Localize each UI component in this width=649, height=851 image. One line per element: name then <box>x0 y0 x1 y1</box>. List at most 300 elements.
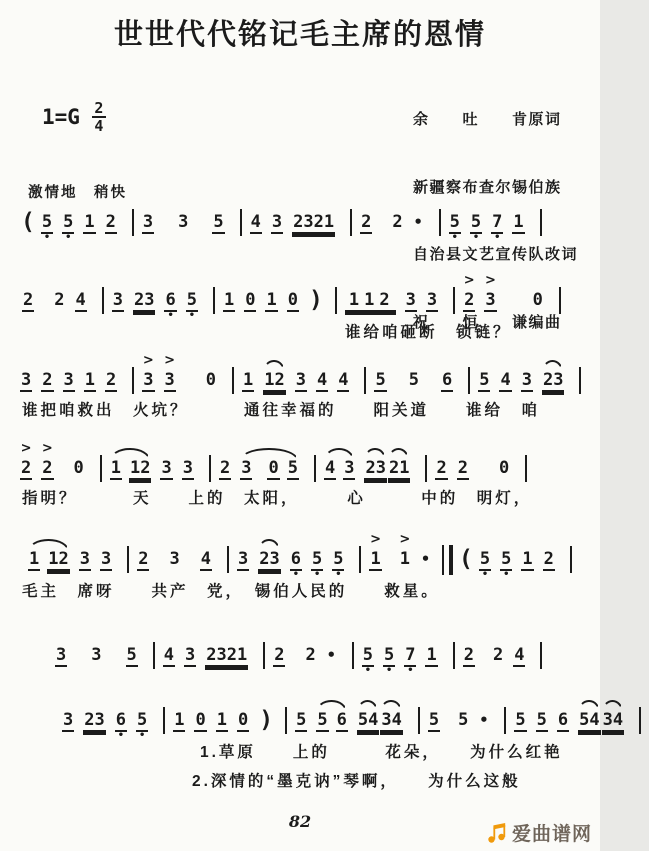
rest-note <box>73 458 85 478</box>
note-text: 1 <box>223 290 235 310</box>
barline <box>335 287 337 314</box>
barline <box>525 455 527 482</box>
low-octave-dot: • <box>494 232 501 243</box>
note-text: 3 <box>426 290 438 310</box>
note-text: 1 <box>84 370 95 390</box>
note-text: • <box>420 550 430 568</box>
barline <box>359 546 361 573</box>
note-text: 5 <box>362 645 373 665</box>
note-text: 34 <box>602 710 624 730</box>
music-line <box>28 532 580 580</box>
barline <box>418 707 420 734</box>
low-octave-dot: • <box>314 569 321 580</box>
note <box>383 645 395 674</box>
barline <box>232 367 234 394</box>
note <box>287 458 299 480</box>
accent-mark: > <box>20 441 32 456</box>
note <box>408 370 420 390</box>
note-text: 2 <box>54 290 65 310</box>
note <box>105 212 117 234</box>
note <box>265 290 277 312</box>
note-text: 3 <box>112 290 123 310</box>
note-text: 5 <box>449 212 460 232</box>
note <box>380 710 402 732</box>
note <box>41 370 53 392</box>
low-octave-dot: • <box>364 665 371 676</box>
barline <box>314 455 316 482</box>
note-text: 4 <box>250 212 261 232</box>
note <box>345 290 396 312</box>
note <box>83 212 95 234</box>
lyric-line: 2.深情的“墨克讷”琴啊， 为什么这般 <box>192 773 521 790</box>
note <box>22 290 34 312</box>
note-text: • <box>479 711 489 729</box>
note-text: 3 <box>143 370 154 390</box>
note-text: 2 <box>105 212 116 232</box>
music-line <box>22 273 569 321</box>
note <box>500 549 512 578</box>
note <box>271 212 283 234</box>
note <box>79 549 91 571</box>
note-text: 2 <box>392 212 403 232</box>
note-text: 4 <box>316 370 328 390</box>
note <box>374 370 386 392</box>
barline <box>352 642 354 669</box>
spacer <box>185 370 205 371</box>
low-octave-dot: • <box>472 232 479 243</box>
note-text: 2 <box>305 645 316 665</box>
note-text: 5 <box>479 370 490 390</box>
low-octave-dot: • <box>167 310 174 321</box>
note <box>75 290 87 312</box>
note-text: 5 <box>408 370 419 390</box>
spacer <box>259 458 267 459</box>
note-text: 1 <box>29 549 40 569</box>
note-text: 0 <box>532 290 543 310</box>
note <box>470 212 482 241</box>
note <box>457 710 469 730</box>
note <box>304 645 316 665</box>
note <box>62 710 74 732</box>
note <box>449 212 461 241</box>
note-text: 2 <box>361 212 372 232</box>
meter-beat-type: 4 <box>94 117 104 135</box>
rest-note <box>237 710 249 732</box>
note <box>164 290 176 319</box>
note <box>536 710 548 732</box>
note <box>164 353 176 392</box>
note-text: 5 <box>311 549 323 569</box>
note <box>513 645 525 667</box>
barline <box>285 707 287 734</box>
note <box>83 710 105 732</box>
note-text: ) <box>259 707 274 733</box>
barline <box>559 287 561 314</box>
note <box>137 549 149 571</box>
note-text: 3 <box>405 290 416 310</box>
spacer <box>163 212 177 213</box>
note <box>435 458 447 480</box>
note <box>292 212 335 234</box>
note <box>360 212 372 234</box>
note <box>426 290 438 312</box>
key-signature <box>42 101 106 133</box>
note-text: 4 <box>75 290 86 310</box>
note-text: 6 <box>290 549 301 569</box>
spacer <box>429 370 441 371</box>
note <box>100 549 112 571</box>
note-text: 3 <box>161 458 172 478</box>
note-text: 5 <box>317 710 328 730</box>
note-text: 1 <box>243 370 254 390</box>
note <box>343 458 355 480</box>
note-text: 5 <box>458 710 469 730</box>
note <box>357 710 379 732</box>
note-text: 0 <box>237 710 249 730</box>
low-octave-dot: • <box>65 232 72 243</box>
note-text: 1 <box>266 290 277 310</box>
note <box>404 645 416 674</box>
note <box>457 458 469 480</box>
note <box>160 458 172 480</box>
note-text: 1 <box>426 645 437 665</box>
note-text: 23 <box>542 370 564 390</box>
note-group <box>240 458 299 480</box>
credit-line-group: 新疆察布查尔锡伯族 <box>412 178 562 196</box>
rest-note <box>532 290 544 310</box>
barline <box>453 287 455 314</box>
note-text: 2 <box>42 370 53 390</box>
note-text: ) <box>308 287 323 313</box>
note-text: 3 <box>271 212 283 232</box>
note <box>41 441 53 480</box>
note-text: 5 <box>287 458 298 478</box>
note <box>492 645 504 665</box>
accent-mark: > <box>142 353 154 368</box>
lyric-line: 毛主 席呀 共产 党， 锡伯人民的 救星。 <box>22 583 440 600</box>
note-group <box>28 549 70 571</box>
note <box>441 370 453 392</box>
barline <box>504 707 506 734</box>
note-group <box>110 458 152 480</box>
spacer <box>396 370 408 371</box>
note-text: 0 <box>245 290 256 310</box>
note-text: 5 <box>333 549 344 569</box>
spacer <box>76 645 90 646</box>
note-text: 5 <box>501 549 512 569</box>
note <box>53 290 65 310</box>
note-text: 12 <box>48 549 69 569</box>
note-text: 3 <box>91 645 102 665</box>
barline <box>213 287 215 314</box>
note-text: 5 <box>63 212 74 232</box>
note-group <box>364 458 410 480</box>
note-text: 2 <box>463 645 474 665</box>
note-text: 6 <box>165 290 176 310</box>
note <box>41 212 53 241</box>
note <box>47 549 69 571</box>
low-octave-dot: • <box>117 730 124 741</box>
note-text: 3 <box>79 549 90 569</box>
parenthesis-symbol <box>458 546 474 572</box>
note <box>391 212 403 232</box>
barline <box>453 642 455 669</box>
low-octave-dot: • <box>451 232 458 243</box>
note-group <box>357 710 403 732</box>
low-octave-dot: • <box>481 569 488 580</box>
note <box>332 549 344 578</box>
note <box>273 645 285 667</box>
barline <box>425 455 427 482</box>
barline <box>350 209 352 236</box>
note-text: 2 <box>138 549 149 569</box>
note <box>28 549 40 571</box>
spacer <box>112 645 126 646</box>
music-note-icon <box>486 822 508 844</box>
note <box>316 710 328 732</box>
note <box>479 549 491 578</box>
note <box>216 710 228 732</box>
note-text: 2 <box>219 458 231 478</box>
note-text: 5 <box>186 290 197 310</box>
spacer <box>449 710 457 711</box>
note <box>478 370 490 392</box>
note <box>173 710 185 732</box>
note-text: 54 <box>357 710 379 730</box>
rest-note <box>498 458 510 478</box>
accent-mark: > <box>164 353 176 368</box>
note-text: 2 <box>23 290 34 310</box>
note-text: 0 <box>268 458 279 478</box>
low-octave-dot: • <box>386 665 393 676</box>
note <box>250 212 262 234</box>
note-group <box>578 710 624 732</box>
note-text: 1 <box>513 212 524 232</box>
spacer <box>294 645 304 646</box>
note-text: 3 <box>295 370 306 390</box>
low-octave-dot: • <box>139 730 146 741</box>
note-text: 5 <box>126 645 137 665</box>
tonality: 1=G <box>42 105 80 129</box>
note <box>557 710 569 732</box>
spacer <box>478 458 498 459</box>
note-text: 0 <box>287 290 298 310</box>
note-text: 3 <box>241 458 252 478</box>
note <box>237 549 249 571</box>
note <box>186 290 198 319</box>
note <box>362 645 374 674</box>
rest-note <box>194 710 206 732</box>
note <box>364 458 386 480</box>
note <box>133 290 155 312</box>
page-number: 82 <box>288 812 312 831</box>
note-text: 4 <box>200 549 211 569</box>
note-text: 3 <box>237 549 249 569</box>
note <box>168 549 180 569</box>
credit-line-lyricist: 余 吐 肯原词 <box>412 111 562 128</box>
note-text: 5 <box>41 212 53 232</box>
note <box>512 212 524 234</box>
barline <box>209 455 211 482</box>
credit-line-composer: 祝 恒 谦编曲 <box>412 313 562 331</box>
barline <box>579 367 581 394</box>
note-text: 3 <box>521 370 532 390</box>
barline <box>100 455 102 482</box>
barline <box>570 546 572 573</box>
note-text: 3 <box>142 212 154 232</box>
note-text: 3 <box>169 549 180 569</box>
note <box>428 710 440 732</box>
note-text: 2 <box>106 370 117 390</box>
note-text: 3 <box>56 645 67 665</box>
spacer <box>506 290 532 291</box>
note <box>542 370 564 392</box>
note <box>177 212 189 232</box>
credit-line-group2: 自治县文艺宣传队改词 <box>412 246 578 263</box>
note <box>399 532 411 569</box>
note-text: 5 <box>375 370 386 390</box>
note-text: 0 <box>195 710 206 730</box>
note-text: 5 <box>515 710 526 730</box>
note-text: 7 <box>492 212 503 232</box>
tempo-marking: 激情地 稍快 <box>28 185 127 201</box>
note <box>242 370 254 392</box>
barline <box>102 287 104 314</box>
note-text: 3 <box>63 370 74 390</box>
note <box>258 549 280 571</box>
note-text: 0 <box>205 370 216 390</box>
augmentation-dot <box>413 212 424 232</box>
note-text: 1 <box>216 710 227 730</box>
note-text: 0 <box>73 458 84 478</box>
note-text: 3 <box>344 458 355 478</box>
note-text: 4 <box>163 645 174 665</box>
note-text: 23 <box>134 290 155 310</box>
note-text: 1 <box>174 710 185 730</box>
note <box>84 370 96 392</box>
note-text: 2 <box>274 645 285 665</box>
barline <box>639 707 641 734</box>
barline <box>127 546 129 573</box>
note <box>223 290 235 312</box>
barline <box>132 209 134 236</box>
note-text: 5 <box>479 549 491 569</box>
note <box>388 458 410 480</box>
note-text: 6 <box>336 710 347 730</box>
note-text: 4 <box>500 370 511 390</box>
note-text: 5 <box>383 645 395 665</box>
augmentation-dot <box>420 549 431 569</box>
note <box>55 645 67 667</box>
spacer <box>381 212 391 213</box>
note <box>369 532 382 571</box>
note <box>240 458 252 480</box>
note <box>311 549 323 578</box>
note <box>126 645 138 667</box>
note-text: 5 <box>136 710 148 730</box>
note <box>295 710 307 732</box>
note-text: 0 <box>498 458 510 478</box>
note <box>463 645 475 667</box>
accent-mark: > <box>484 273 496 288</box>
low-octave-dot: • <box>43 232 50 243</box>
low-octave-dot: • <box>503 569 510 580</box>
note <box>602 710 624 732</box>
note <box>115 710 127 739</box>
note <box>405 290 417 312</box>
note <box>337 370 349 392</box>
note <box>316 370 328 392</box>
note <box>463 273 475 312</box>
note-text: 5 <box>213 212 224 232</box>
lyric-line: 指明？ 天 上的 太阳， 心 中的 明灯， <box>22 490 533 507</box>
note-text: 34 <box>381 710 402 730</box>
barline <box>132 367 134 394</box>
accent-mark: > <box>370 532 382 547</box>
accent-mark: > <box>399 532 411 547</box>
spacer <box>43 290 53 291</box>
spacer <box>190 549 200 550</box>
note <box>521 549 533 571</box>
note <box>205 645 248 667</box>
note <box>163 645 175 667</box>
note-text: 3 <box>21 370 32 390</box>
note-text: 2 <box>457 458 468 478</box>
note-text: 2 <box>42 458 53 478</box>
music-line <box>62 707 649 741</box>
barline <box>540 209 542 236</box>
note-text: 5 <box>296 710 307 730</box>
lyric-line: 谁给咱砸断 锁链？ <box>345 324 512 341</box>
note-text: 3 <box>63 710 74 730</box>
note-text: 23 <box>259 549 280 569</box>
note <box>219 458 231 480</box>
augmentation-dot <box>478 710 489 730</box>
note-text: 2 <box>436 458 447 478</box>
low-octave-dot: • <box>292 569 299 580</box>
watermark <box>486 819 592 846</box>
spacer <box>391 549 399 550</box>
note <box>90 645 102 665</box>
song-title: 世世代代铭记毛主席的恩情 <box>113 19 486 51</box>
note-text: ( <box>21 209 35 235</box>
accent-mark: > <box>41 441 53 456</box>
low-octave-dot: • <box>407 665 414 676</box>
barline <box>468 367 470 394</box>
note <box>62 212 74 241</box>
note <box>263 370 285 392</box>
note-text: • <box>413 213 423 231</box>
note-text: ( <box>459 546 473 572</box>
rest-note <box>267 458 279 480</box>
note <box>20 441 32 480</box>
note-text: 3 <box>185 645 196 665</box>
note <box>105 370 117 392</box>
note <box>200 549 212 571</box>
parenthesis-symbol <box>308 287 324 313</box>
rest-note <box>287 290 299 312</box>
note-text: 23 <box>365 458 386 478</box>
note <box>20 370 32 392</box>
note <box>484 273 496 312</box>
low-octave-dot: • <box>188 310 195 321</box>
meter-beats: 2 <box>94 99 104 117</box>
accent-mark: > <box>463 273 475 288</box>
note <box>142 212 154 234</box>
spacer <box>484 645 492 646</box>
note <box>336 710 348 732</box>
note-text: 2321 <box>293 212 335 232</box>
